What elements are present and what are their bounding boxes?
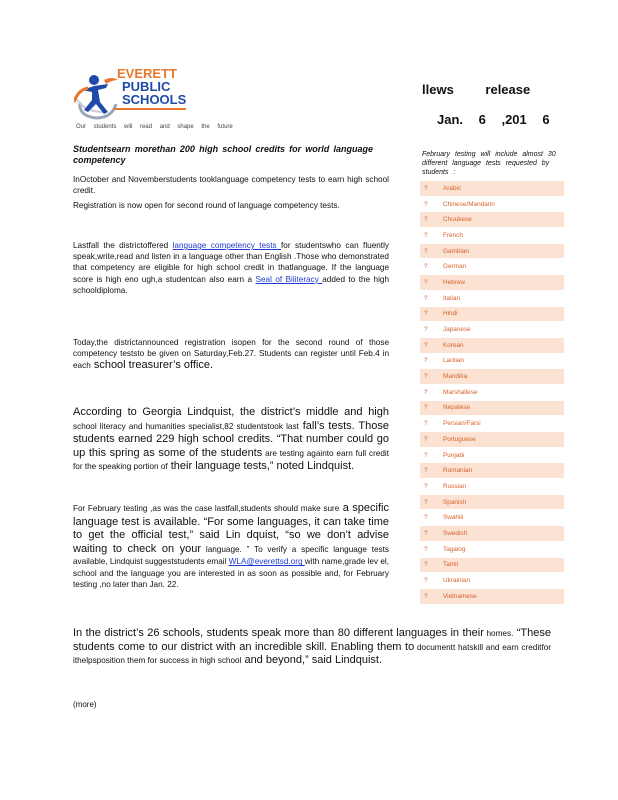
bullet-marker: ? [424,420,428,428]
bullet-marker: ? [424,561,428,569]
language-tests-link[interactable]: language competency tests [172,241,282,250]
language-name: French [443,231,463,239]
bullet-marker: ? [424,435,428,443]
language-name: Gambian [443,247,469,255]
sidebar-intro: February testing will include almost 30 different language tests requested by students : [422,151,556,176]
paragraph-lastfall [73,240,389,296]
language-name: Hindi [443,310,458,318]
language-list-item [420,573,564,589]
language-list-item [420,259,564,275]
paragraph-february [73,502,389,590]
para7-small2: documentt hatskill and earn creditfor ithelpsposition them for success in high school [73,642,551,665]
logo-line-public: PUBLIC [122,79,171,94]
language-name: Persian/Farsi [443,420,481,428]
language-name: Punjabi [443,451,465,459]
headline: Studentsearn morethan 200 high school credits for world language competency [73,144,373,165]
language-list-item [420,228,564,244]
language-name: Arabic [443,184,462,192]
news-release-label: llews release [422,82,531,97]
language-list-item [420,495,564,511]
language-name: Italian [443,294,461,302]
district-logo [74,68,194,124]
bullet-marker: ? [424,294,428,302]
paragraph-today-text-big: school treasurer’s office. [90,359,214,372]
paragraph-today [73,337,389,373]
language-list-item [420,401,564,417]
bullet-marker: ? [424,231,428,239]
bullet-marker: ? [424,577,428,585]
language-name: Portuguese [443,435,476,443]
language-name: Korean [443,341,464,349]
bullet-marker: ? [424,388,428,396]
language-list-item [420,416,564,432]
language-name: Vietnamese [443,592,477,600]
para7-small1: homes. [483,629,514,638]
release-date: Jan. 6 ,201 6 [437,112,550,127]
more-indicator: (more) [73,700,97,709]
bullet-marker: ? [424,529,428,537]
paragraph-today-text: Today,the districtannounced registration isopen for the second round of those competency teststo be given on Saturday,Feb.27. Students can register until Feb.4 in each [73,338,389,371]
language-sidebar [420,150,564,605]
language-name: Laotian [443,357,464,365]
paragraph-lastfall-text-a: Lastfall the districtoffered [73,241,173,250]
bullet-marker: ? [424,545,428,553]
language-list [420,181,564,605]
language-list-item [420,307,564,323]
language-list-item [420,510,564,526]
bullet-marker: ? [424,498,428,506]
para7-big2: “These students come to our district with an incredible skill. Enabling them to [73,627,551,653]
paragraph-lastfall-text-b: for studentswho can fluently speak,write,read and listen in a language other than English .Those who demonstrated that competency are eligible for high school credit in thatlanguage. If the language score is high eno ugh,a studentcan also earn a [73,241,389,284]
language-list-item [420,479,564,495]
language-name: Mandika [443,373,468,381]
language-list-item [420,369,564,385]
bullet-marker: ? [424,200,428,208]
paragraph-registration: Registration is now open for second round of language competency tests. [73,201,340,210]
language-name: Chuukese [443,216,472,224]
language-name: Romanian [443,467,473,475]
language-list-item [420,212,564,228]
language-list-item [420,463,564,479]
para5-big2: fall’s tests. Those students earned 229 high school credits. “That number could go up this spring as some of the students [73,419,389,459]
seal-of-biliteracy-link[interactable]: Seal of Biliteracy [255,274,323,284]
bullet-marker: ? [424,247,428,255]
language-list-item [420,385,564,401]
language-list-item [420,542,564,558]
bullet-marker: ? [424,278,428,286]
bullet-marker: ? [424,184,428,192]
logo-line-schools: SCHOOLS [122,92,187,107]
language-name: Marshallese [443,388,478,396]
language-list-item [420,448,564,464]
paragraph-schools [73,627,551,668]
language-list-item [420,244,564,260]
language-list-item [420,291,564,307]
language-list-item [420,589,564,605]
paragraph-lastfall-text-c: added to the high schooldiploma. [73,274,389,295]
bullet-marker: ? [424,514,428,522]
language-list-item [420,197,564,213]
language-name: Chinese/Mandarin [443,200,495,208]
para5-small1: school literacy and humanities specialist,82 studentstook last [73,421,299,431]
language-name: Tamil [443,561,458,569]
bullet-marker: ? [424,404,428,412]
para6-small1: For February testing ,as was the case lastfall,students should make sure [73,504,340,513]
para6-small3: with name,grade lev el, school and the language you are interested in as soon as possible and, for February testing ,no later than Jan. 22. [73,557,389,589]
bullet-marker: ? [424,451,428,459]
language-name: Tagalog [443,545,466,553]
paragraph-intro: InOctober and Novemberstudents tooklanguage competency tests to earn high school credit. [73,175,389,196]
logo-underline [114,108,186,110]
bullet-marker: ? [424,467,428,475]
language-name: Ukrainian [443,577,470,585]
para5-big3: their language tests,” noted Lindquist. [167,460,355,473]
language-name: Spanish [443,498,467,506]
bullet-marker: ? [424,310,428,318]
language-name: Hebrew [443,278,466,286]
language-list-item [420,432,564,448]
logo-tagline: Our students will read and shape the future [76,124,233,130]
email-link[interactable]: WLA@everettsd.org [228,557,305,567]
para5-small2: are testing againto earn full credit for the speaking portion of [73,448,389,472]
para6-big1: a specific language test is available. “For some languages, it can take time to get the official test,” said Lin dquist, “so we don’t advise waiting to check on your [73,502,389,555]
bullet-marker: ? [424,326,428,334]
bullet-marker: ? [424,592,428,600]
language-name: Swahili [443,514,464,522]
bullet-marker: ? [424,341,428,349]
para7-big1: In the district’s 26 schools, students speak more than 80 different languages in their [73,627,484,639]
language-name: German [443,263,467,271]
language-list-item [420,181,564,197]
language-list-item [420,526,564,542]
language-list-item [420,322,564,338]
bullet-marker: ? [424,263,428,271]
para5-big1: According to Georgia Lindquist, the district’s middle and high [73,406,389,418]
globe-figure-icon [74,72,120,120]
language-name: Nepalese [443,404,471,412]
language-list-item [420,558,564,574]
bullet-marker: ? [424,482,428,490]
language-name: Russian [443,482,467,490]
paragraph-according [73,406,389,474]
language-list-item [420,275,564,291]
bullet-marker: ? [424,357,428,365]
language-name: Japanese [443,326,471,334]
language-name: Swedish [443,529,468,537]
para7-big3: and beyond,” said Lindquist. [241,654,383,666]
bullet-marker: ? [424,373,428,381]
language-list-item [420,338,564,354]
para6-small2: language. ” To verify a specific language tests available, Lindquist suggeststudents email [73,544,389,567]
language-list-item [420,354,564,370]
bullet-marker: ? [424,216,428,224]
logo-line-everett: EVERETT [117,66,177,81]
